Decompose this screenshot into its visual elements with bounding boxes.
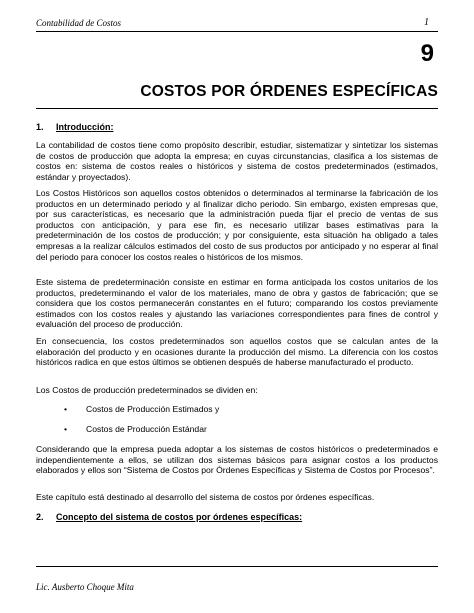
- paragraph-intro: La contabilidad de costos tiene como propósito describir, estudiar, sistematizar y sintetizar los sistemas de costos de producción que adopta la empresa; en cuyas circunstancias, clasifica a los sistemas de costos en: sistema de costos reales o históricos y sistema de costos predeterminados (estimados, estándar y proyectados).: [36, 140, 438, 182]
- paragraph-basic-systems: Considerando que la empresa pueda adoptar a los sistemas de costos históricos o predeterminados e independientemente a ellos, se utilizan dos sistemas básicos para asignar costos a los productos elaborados y ellos son “Sistema de Costos por Órdenes Específicas y Sistema de Costos por Procesos”.: [36, 444, 438, 476]
- footer-rule: [36, 566, 438, 567]
- header-rule: [36, 31, 438, 32]
- paragraph-predetermination: Este sistema de predeterminación consiste en estimar en forma anticipada los costos unitarios de los productos, predeterminando el valor de los materiales, mano de obra y gastos de fabricación; que se considera que los costos permanecerán constantes en el futuro; comparando los costos previamente estimados con los costos reales y ajustando las variaciones correspondientes para fines de control y evaluación del proceso de producción.: [36, 277, 438, 330]
- footer-author: Lic. Ausberto Choque Mita: [36, 582, 134, 592]
- running-header-title: Contabilidad de Costos: [36, 18, 122, 28]
- running-header-page-number: 1: [424, 17, 429, 28]
- section-1-number: 1.: [36, 122, 44, 132]
- section-2-title: Concepto del sistema de costos por órdenes específicas:: [56, 512, 303, 522]
- section-2-number: 2.: [36, 512, 44, 522]
- paragraph-historical-costs: Los Costos Históricos son aquellos costos obtenidos o determinados al terminarse la fabricación de los productos en un determinado periodo y al finalizar dicho periodo. Sin embargo, existen empresas que, por sus características, es necesario que la administración pueda fijar el precio de ventas de sus productos con anticipación, y para ese fin, es necesario utilizar bases estimativas para la predeterminación de los costos de producción; y por consiguiente, esta situación ha obligado a tales empresas a la realizar cálculos estimados del costo de sus productos por anticipado y no esperar al final del periodo para conocer los costos reales o históricos de los mismos.: [36, 188, 438, 262]
- paragraph-predetermined-costs: En consecuencia, los costos predeterminados son aquellos costos que se calculan antes de la elaboración del producto y en ocasiones durante la producción del mismo. La diferencia con los costos históricos radica en que estos últimos se obtienen después de haberse manufacturado el producto.: [36, 336, 438, 368]
- chapter-title: COSTOS POR ÓRDENES ESPECÍFICAS: [140, 83, 438, 100]
- chapter-number: 9: [420, 40, 434, 67]
- section-1-title: Introducción:: [56, 122, 114, 132]
- section-2-heading: [36, 512, 302, 522]
- chapter-title-rule: [36, 108, 438, 109]
- paragraph-chapter-purpose: Este capítulo está destinado al desarrollo del sistema de costos por órdenes específicas.: [36, 492, 375, 502]
- bullet-icon: •: [64, 404, 68, 414]
- bullet-icon: •: [64, 424, 68, 434]
- list-item-text: Costos de Producción Estándar: [86, 424, 207, 434]
- list-item-text: Costos de Producción Estimados y: [86, 404, 220, 414]
- section-1-heading: [36, 122, 114, 132]
- paragraph-division: Los Costos de producción predeterminados se dividen en:: [36, 385, 258, 395]
